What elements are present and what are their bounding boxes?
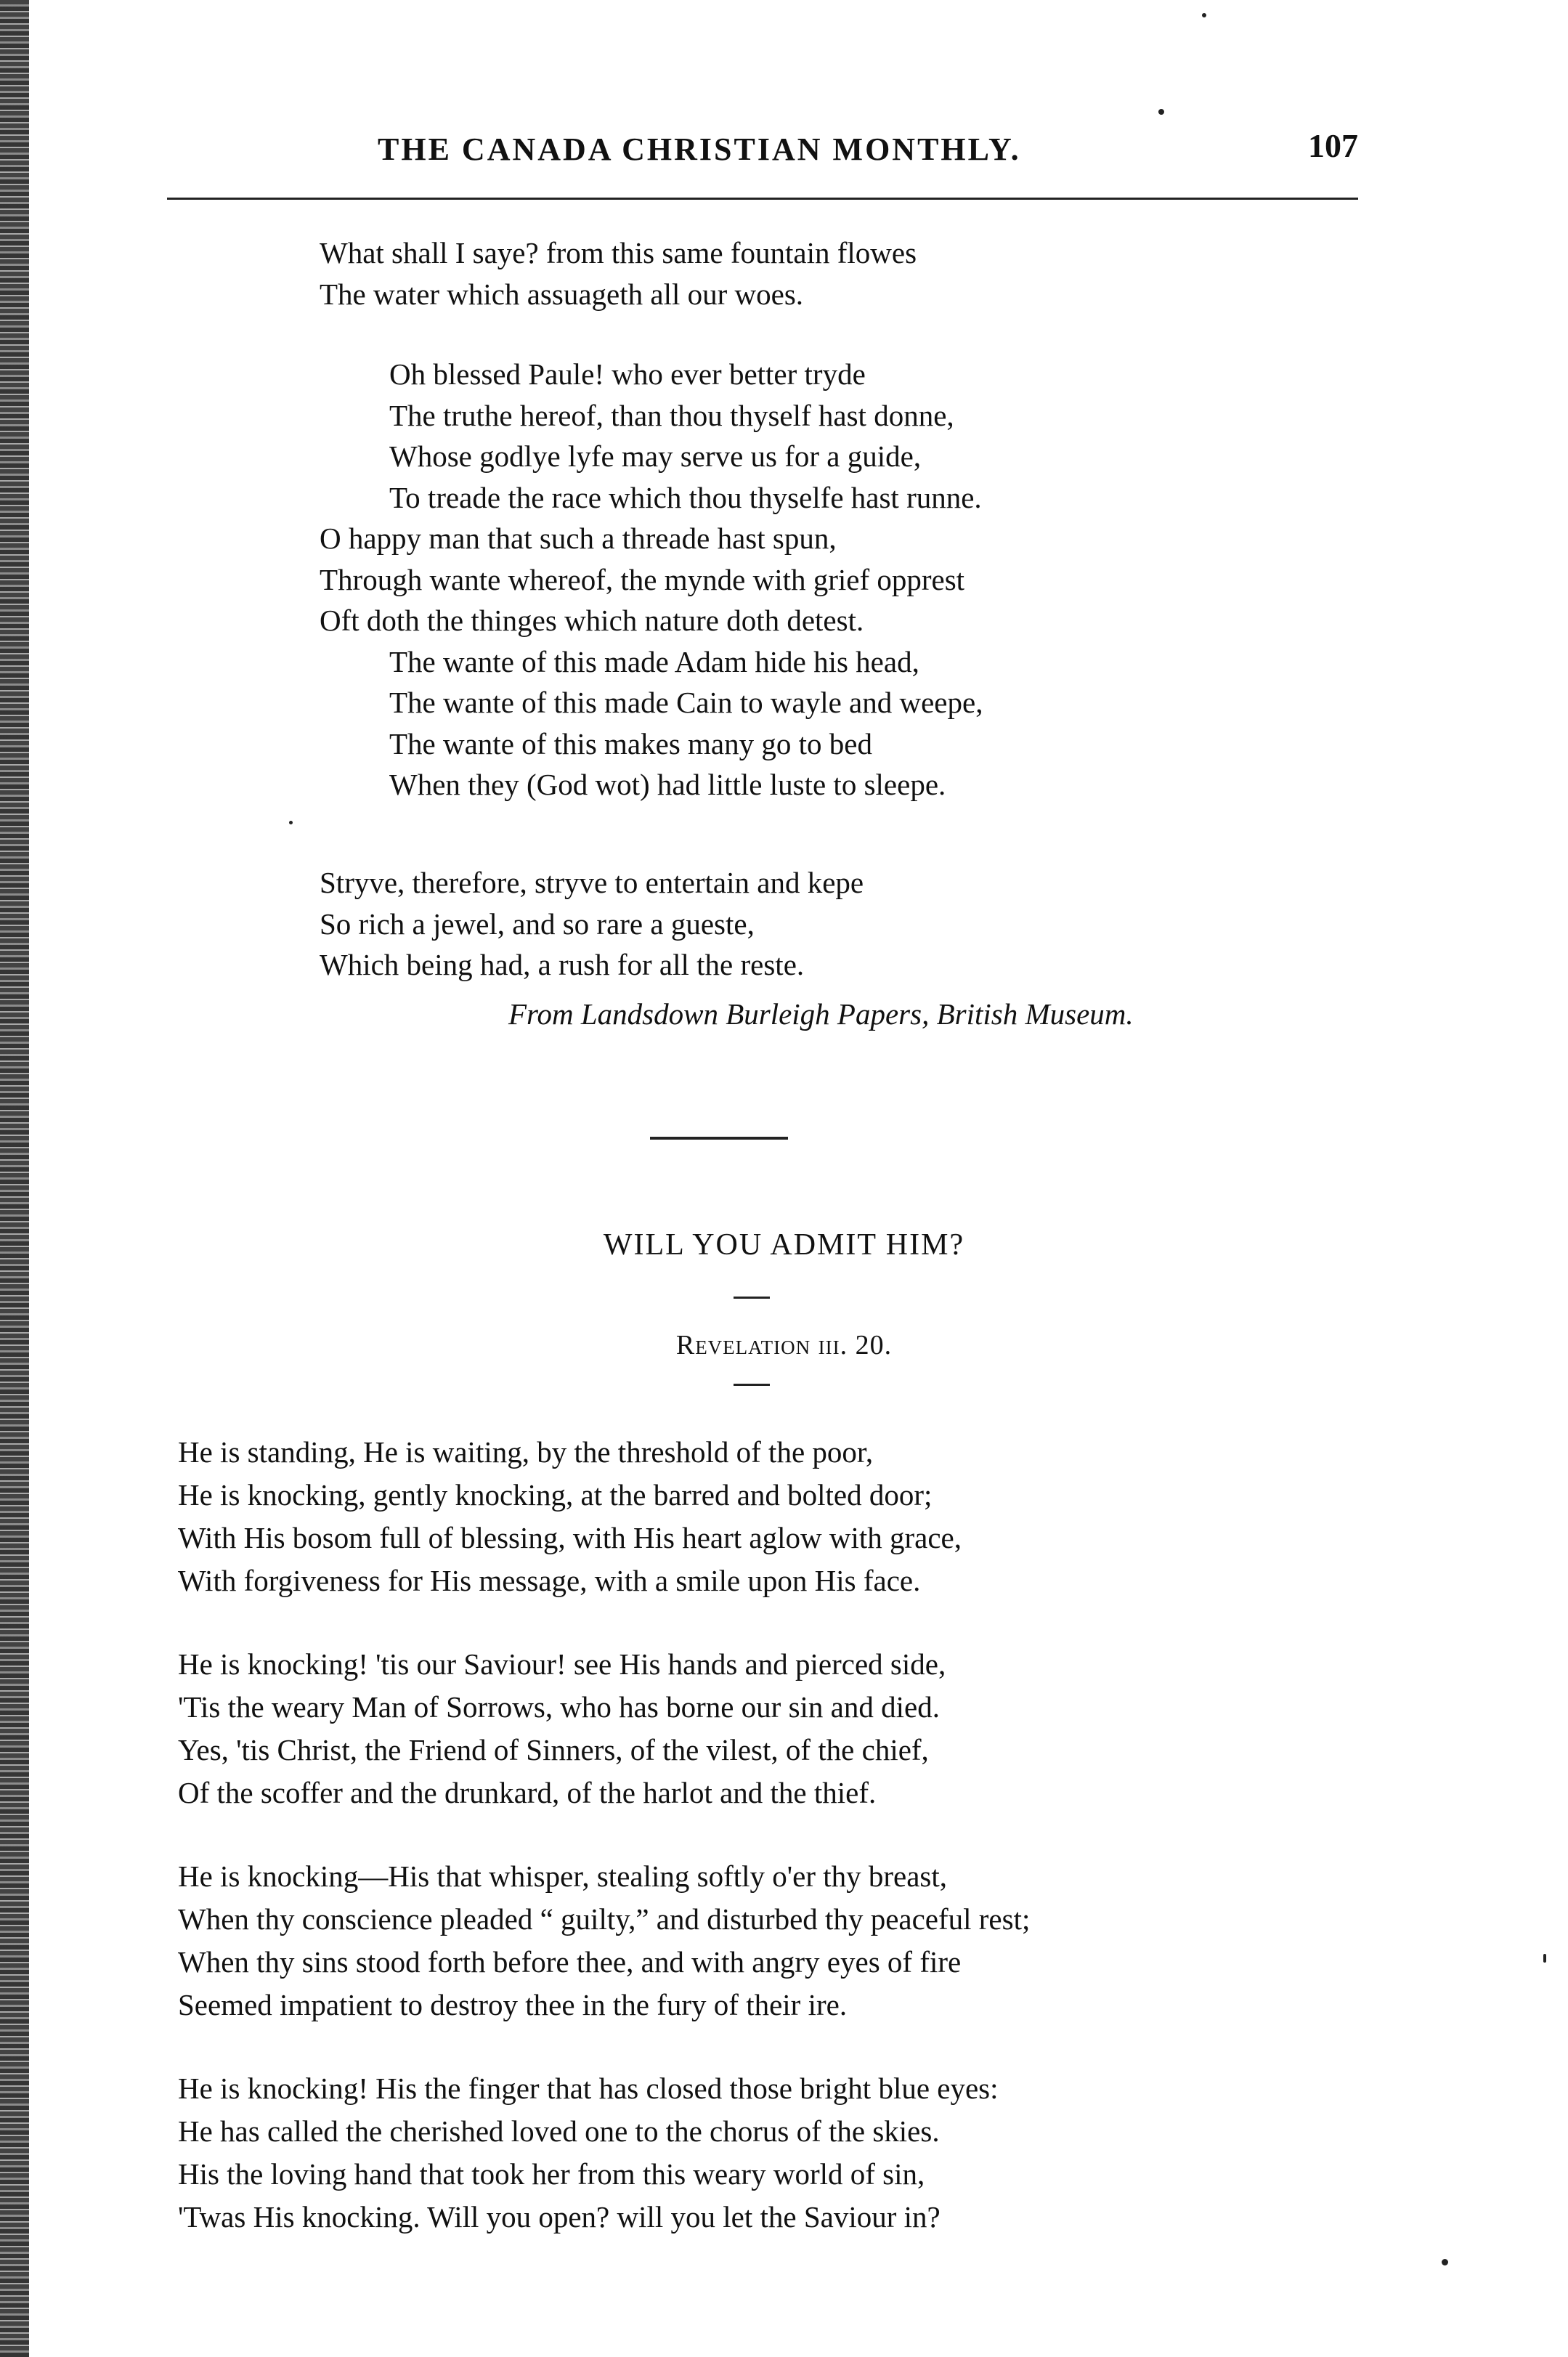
hymn-line: 'Tis the weary Man of Sorrows, who has borne our sin and died. xyxy=(178,1690,940,1724)
print-speck xyxy=(289,821,293,824)
poem-line: When they (God wot) had little luste to sleepe. xyxy=(389,768,946,801)
hymn-line: He is knocking—His that whisper, stealing softly o'er thy breast, xyxy=(178,1859,948,1893)
poem-line: Which being had, a rush for all the reste. xyxy=(320,948,805,981)
hymn-line: Yes, 'tis Christ, the Friend of Sinners, of the vilest, of the chief, xyxy=(178,1733,929,1766)
hymn-stanza-2 xyxy=(178,1643,1030,1814)
page-header xyxy=(167,127,1358,182)
poem-stanza-1 xyxy=(320,232,917,315)
hymn-line: He is knocking, gently knocking, at the barred and bolted door; xyxy=(178,1478,933,1512)
hymn-stanza-1 xyxy=(178,1431,1030,1602)
page-number: 107 xyxy=(1308,127,1358,164)
poem-line: What shall I saye? from this same fountain flowes xyxy=(320,236,917,269)
scripture-rule xyxy=(734,1384,770,1386)
poem-stanza-3 xyxy=(320,862,864,986)
hymn-stanza-4 xyxy=(178,2067,1030,2239)
print-speck xyxy=(1543,1954,1546,1963)
poem-line: Oft doth the thinges which nature doth detest. xyxy=(320,604,864,637)
poem-line: Oh blessed Paule! who ever better tryde xyxy=(389,357,866,391)
stanza-gap xyxy=(178,2027,1030,2067)
title-rule xyxy=(734,1297,770,1299)
poem-line: The wante of this makes many go to bed xyxy=(389,726,872,760)
stanza-gap xyxy=(178,1814,1030,1855)
poem-line: O happy man that such a threade hast spun, xyxy=(320,522,837,555)
poem-line: The wante of this made Cain to wayle and weepe, xyxy=(389,686,983,719)
hymn-title: WILL YOU ADMIT HIM? xyxy=(603,1228,965,1262)
header-rule xyxy=(167,198,1358,200)
hymn-line: Of the scoffer and the drunkard, of the harlot and the thief. xyxy=(178,1776,877,1809)
hymn-stanza-3 xyxy=(178,1855,1030,2027)
hymn-line: With forgiveness for His message, with a smile upon His face. xyxy=(178,1564,921,1597)
hymn-body xyxy=(178,1431,1030,2239)
hymn-line: His the loving hand that took her from this weary world of sin, xyxy=(178,2157,925,2191)
poem-line: The wante of this made Adam hide his head, xyxy=(389,644,919,678)
scripture-reference: Revelation iii. 20. xyxy=(675,1330,893,1360)
poem-line: Through wante whereof, the mynde with grief opprest xyxy=(320,562,965,596)
stanza-gap xyxy=(178,1602,1030,1643)
hymn-line: Seemed impatient to destroy thee in the fury of their ire. xyxy=(178,1988,848,2021)
poem-line: Whose godlye lyfe may serve us for a guide, xyxy=(389,439,922,473)
poem-stanza-2 xyxy=(320,354,983,806)
poem-line: To treade the race which thou thyselfe hast runne. xyxy=(389,480,982,514)
poem-line: Stryve, therefore, stryve to entertain and kepe xyxy=(320,866,864,899)
hymn-line: He is knocking! His the finger that has closed those bright blue eyes: xyxy=(178,2072,999,2105)
hymn-line: 'Twas His knocking. Will you open? will you let the Saviour in? xyxy=(178,2200,941,2234)
print-speck xyxy=(1202,13,1206,17)
hymn-line: When thy conscience pleaded “ guilty,” and disturbed thy peaceful rest; xyxy=(178,1902,1031,1936)
hymn-line: He has called the cherished loved one to the chorus of the skies. xyxy=(178,2114,940,2148)
running-title: THE CANADA CHRISTIAN MONTHLY. xyxy=(378,131,1021,167)
hymn-line: He is standing, He is waiting, by the threshold of the poor, xyxy=(178,1435,874,1469)
hymn-line: He is knocking! 'tis our Saviour! see His hands and pierced side, xyxy=(178,1647,946,1681)
print-speck xyxy=(1442,2259,1448,2265)
print-speck xyxy=(1158,109,1164,115)
hymn-line: When thy sins stood forth before thee, and with angry eyes of fire xyxy=(178,1945,962,1979)
section-divider xyxy=(650,1137,788,1140)
book-spine-edge xyxy=(0,0,29,2357)
poem-line: So rich a jewel, and so rare a gueste, xyxy=(320,906,755,941)
poem-line: The water which assuageth all our woes. xyxy=(320,277,804,311)
poem-attribution: From Landsdown Burleigh Papers, British Museum. xyxy=(508,997,1134,1031)
hymn-line: With His bosom full of blessing, with His heart aglow with grace, xyxy=(178,1521,962,1554)
poem-line: The truthe hereof, than thou thyself hast donne, xyxy=(389,398,954,432)
